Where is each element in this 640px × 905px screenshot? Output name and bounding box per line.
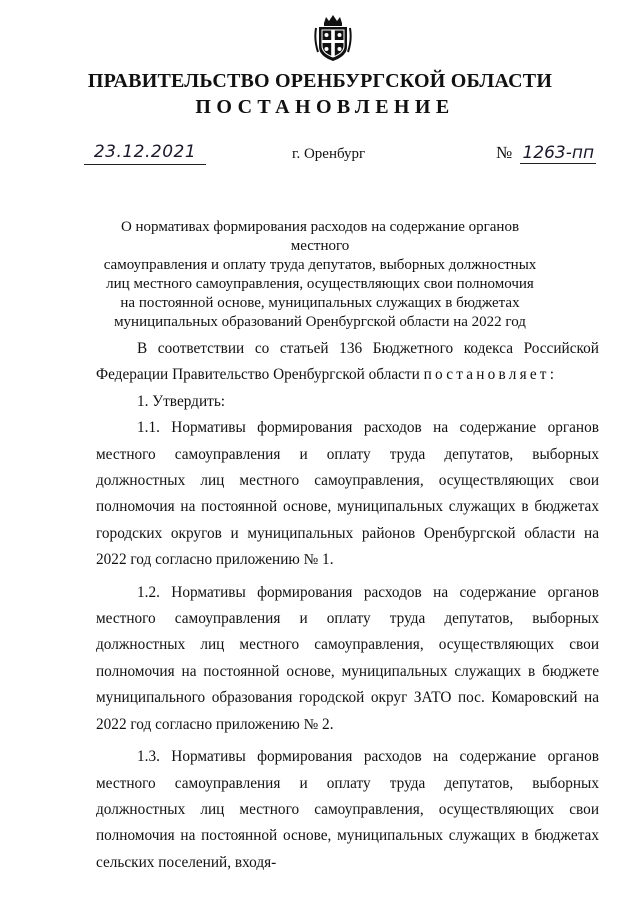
document-number bbox=[496, 143, 596, 163]
preamble-colon: : bbox=[549, 366, 554, 384]
subject-line: на постоянной основе, муниципальных служащих в бюджетах bbox=[120, 295, 520, 311]
government-name: ПРАВИТЕЛЬСТВО ОРЕНБУРГСКОЙ ОБЛАСТИ bbox=[87, 70, 553, 92]
subject-line: лиц местного самоуправления, осуществляющих свои полномочия bbox=[106, 276, 534, 292]
preamble-decree-word: постановляет bbox=[423, 366, 550, 384]
subject-line: муниципальных образований Оренбургской области на 2022 год bbox=[114, 314, 526, 330]
document-date bbox=[84, 142, 206, 165]
document-body bbox=[96, 336, 599, 876]
paragraph-1-2: 1.2. Нормативы формирования расходов на содержание органов местного самоуправления и оплату труда депутатов, выборных должностных лиц местного самоуправления, осуществляющих свои полномочия на постоянной основе, муниципальных служащих в бюджете муниципального образования городской округ ЗАТО пос. Комаровский на 2022 год согласно приложению № 2. bbox=[96, 583, 599, 733]
document-type: ПОСТАНОВЛЕНИЕ bbox=[195, 96, 455, 118]
paragraph-1: 1. Утвердить: bbox=[137, 392, 226, 410]
document-date-value: 23.12.2021 bbox=[93, 142, 197, 162]
orenburg-coat-of-arms-icon bbox=[314, 14, 352, 62]
paragraph-1-1: 1.1. Нормативы формирования расходов на содержание органов местного самоуправления и оплату труда депутатов, выборных должностных лиц местного самоуправления, осуществляющих свои полномочия на постоянной основе, муниципальных служащих в бюджетах городских округов и муниципальных районов Оренбургской области на 2022 год согласно приложению № 1. bbox=[96, 419, 599, 569]
preamble-text: В соответствии со статьей 136 Бюджетного кодекса Российской Федерации Правительство Оренбургской области bbox=[96, 340, 599, 384]
subject-line: самоуправления и оплату труда депутатов, выборных должностных bbox=[103, 257, 537, 273]
document-city: г. Оренбург bbox=[292, 146, 366, 162]
document-number-label: № bbox=[496, 143, 513, 162]
preamble-paragraph bbox=[96, 336, 599, 389]
document-number-value: 1263-пп bbox=[522, 143, 595, 163]
subject-line: О нормативах формирования расходов на содержание органов местного bbox=[120, 219, 520, 254]
document-subject bbox=[90, 218, 550, 332]
paragraph-1-3: 1.3. Нормативы формирования расходов на содержание органов местного самоуправления и оплату труда депутатов, выборных должностных лиц местного самоуправления, осуществляющих свои полномочия на постоянной основе, муниципальных служащих в бюджетах сельских поселений, входя- bbox=[96, 748, 599, 871]
